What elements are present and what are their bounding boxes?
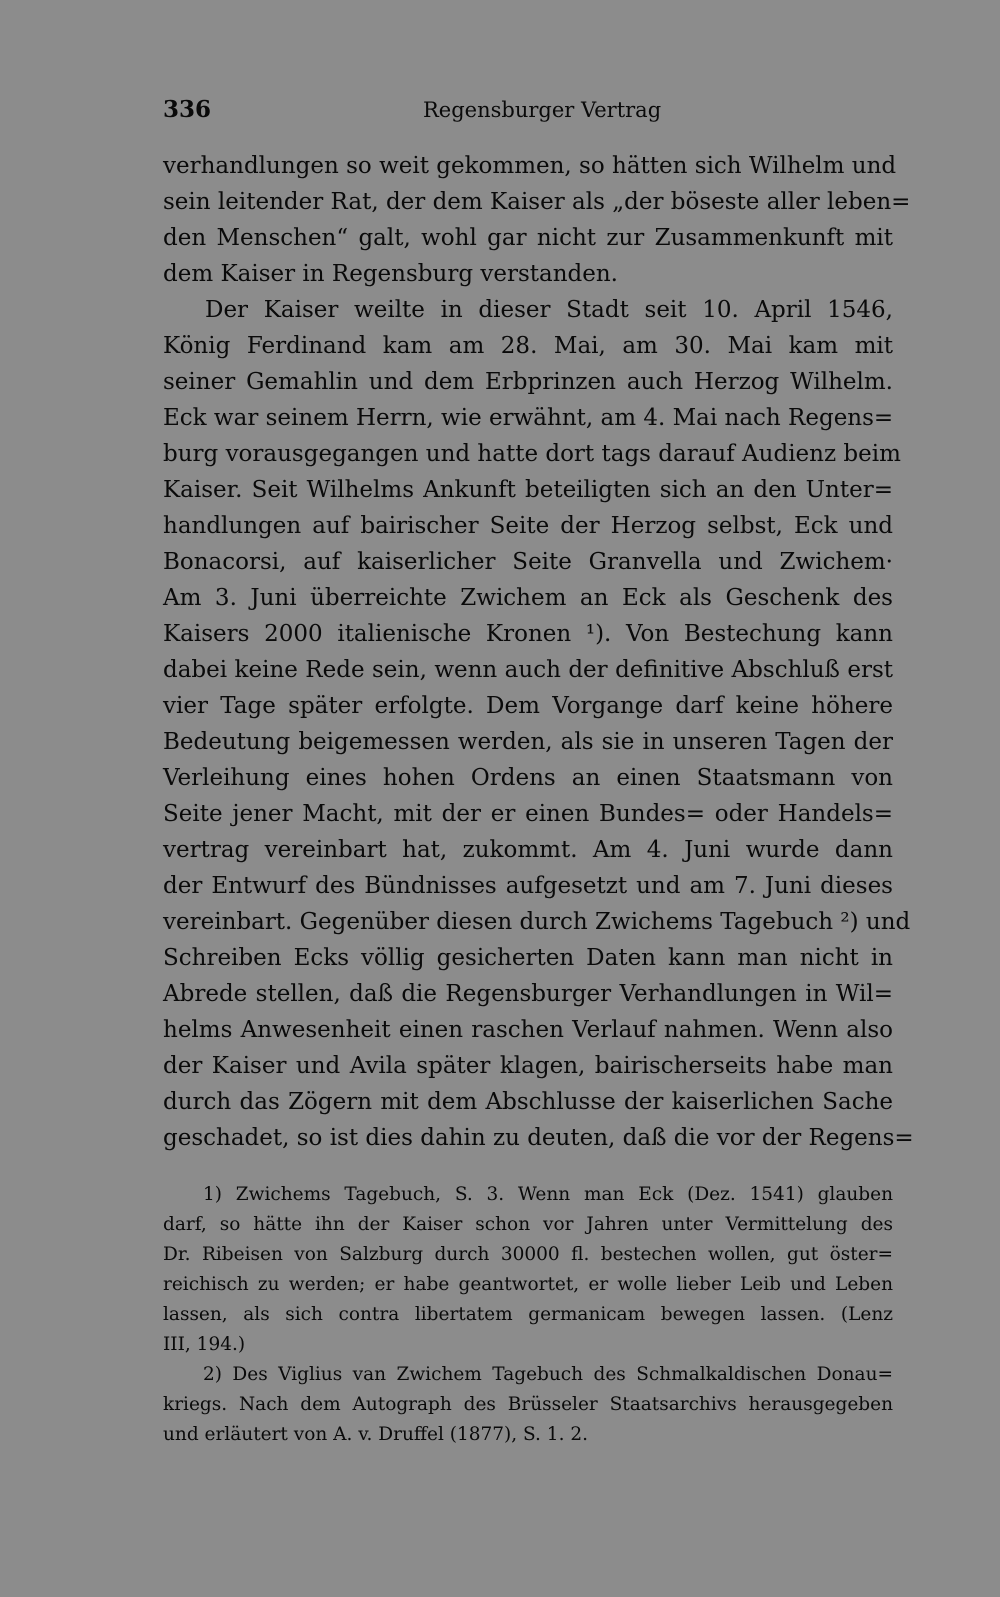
footnotes <box>163 1180 893 1450</box>
text-line: helms Anwesenheit einen raschen Verlauf nahmen. Wenn also <box>163 1017 893 1043</box>
footnote-line: III, 194.) <box>163 1334 246 1355</box>
footnote-line: reichisch zu werden; er habe geantwortet, er wolle lieber Leib und Leben <box>163 1274 893 1295</box>
text-line: vereinbart. Gegenüber diesen durch Zwichems Tagebuch ²) und <box>163 909 911 935</box>
text-line: durch das Zögern mit dem Abschlusse der kaiserlichen Sache <box>163 1089 893 1115</box>
text-line: Verleihung eines hohen Ordens an einen Staatsmann von <box>163 765 893 791</box>
text-line: geschadet, so ist dies dahin zu deuten, daß die vor der Regens= <box>163 1125 914 1151</box>
text-line: Abrede stellen, daß die Regensburger Verhandlungen in Wil= <box>163 981 893 1007</box>
text-line: der Kaiser und Avila später klagen, bairischerseits habe man <box>163 1053 893 1079</box>
text-line: den Menschen“ galt, wohl gar nicht zur Zusammenkunft mit <box>163 225 893 251</box>
text-line: sein leitender Rat, der dem Kaiser als „der böseste aller leben= <box>163 189 911 215</box>
text-line: handlungen auf bairischer Seite der Herzog selbst, Eck und <box>163 513 893 539</box>
text-line: Kaiser. Seit Wilhelms Ankunft beteiligten sich an den Unter= <box>163 477 893 503</box>
main-text <box>163 148 914 1156</box>
text-line: Schreiben Ecks völlig gesicherten Daten kann man nicht in <box>163 945 893 971</box>
text-line: vier Tage später erfolgte. Dem Vorgange darf keine höhere <box>163 693 893 719</box>
text-line: seiner Gemahlin und dem Erbprinzen auch Herzog Wilhelm. <box>163 369 893 395</box>
text-line: Eck war seinem Herrn, wie erwähnt, am 4. Mai nach Regens= <box>163 405 894 431</box>
footnote-line: und erläutert von A. v. Druffel (1877), S. 1. 2. <box>163 1424 588 1445</box>
running-title: Regensburger Vertrag <box>423 98 662 122</box>
footnote-line: 1) Zwichems Tagebuch, S. 3. Wenn man Eck (Dez. 1541) glauben <box>203 1184 893 1205</box>
footnote-line: kriegs. Nach dem Autograph des Brüsseler Staatsarchivs herausgegeben <box>163 1394 893 1415</box>
text-line: Am 3. Juni überreichte Zwichem an Eck als Geschenk des <box>163 585 893 611</box>
text-line: dem Kaiser in Regensburg verstanden. <box>163 261 618 287</box>
text-line: König Ferdinand kam am 28. Mai, am 30. Mai kam mit <box>163 333 893 359</box>
text-line: vertrag vereinbart hat, zukommt. Am 4. Juni wurde dann <box>163 837 893 863</box>
footnote-line: 2) Des Viglius van Zwichem Tagebuch des Schmalkaldischen Donau= <box>203 1364 893 1385</box>
footnote-line: lassen, als sich contra libertatem germanicam bewegen lassen. (Lenz <box>163 1304 893 1325</box>
text-line: Bedeutung beigemessen werden, als sie in unseren Tagen der <box>163 729 893 755</box>
text-line: dabei keine Rede sein, wenn auch der definitive Abschluß erst <box>163 657 893 683</box>
footnote-2 <box>163 1360 893 1450</box>
text-line: Seite jener Macht, mit der er einen Bundes= oder Handels= <box>163 801 893 827</box>
text-line: Der Kaiser weilte in dieser Stadt seit 10. April 1546, <box>205 297 893 323</box>
text-line: verhandlungen so weit gekommen, so hätten sich Wilhelm und <box>163 153 897 179</box>
text-line: der Entwurf des Bündnisses aufgesetzt und am 7. Juni dieses <box>163 873 893 899</box>
text-line: burg vorausgegangen und hatte dort tags darauf Audienz beim <box>163 441 901 467</box>
text-line: Kaisers 2000 italienische Kronen ¹). Von Bestechung kann <box>163 621 893 647</box>
page-number: 336 <box>163 96 212 123</box>
text-line: Bonacorsi, auf kaiserlicher Seite Granvella und Zwichem· <box>163 549 893 575</box>
footnote-1 <box>163 1180 893 1360</box>
footnote-line: Dr. Ribeisen von Salzburg durch 30000 fl. bestechen wollen, gut öster= <box>163 1244 893 1265</box>
page-header <box>163 92 893 132</box>
footnote-line: darf, so hätte ihn der Kaiser schon vor Jahren unter Vermittelung des <box>163 1214 893 1235</box>
